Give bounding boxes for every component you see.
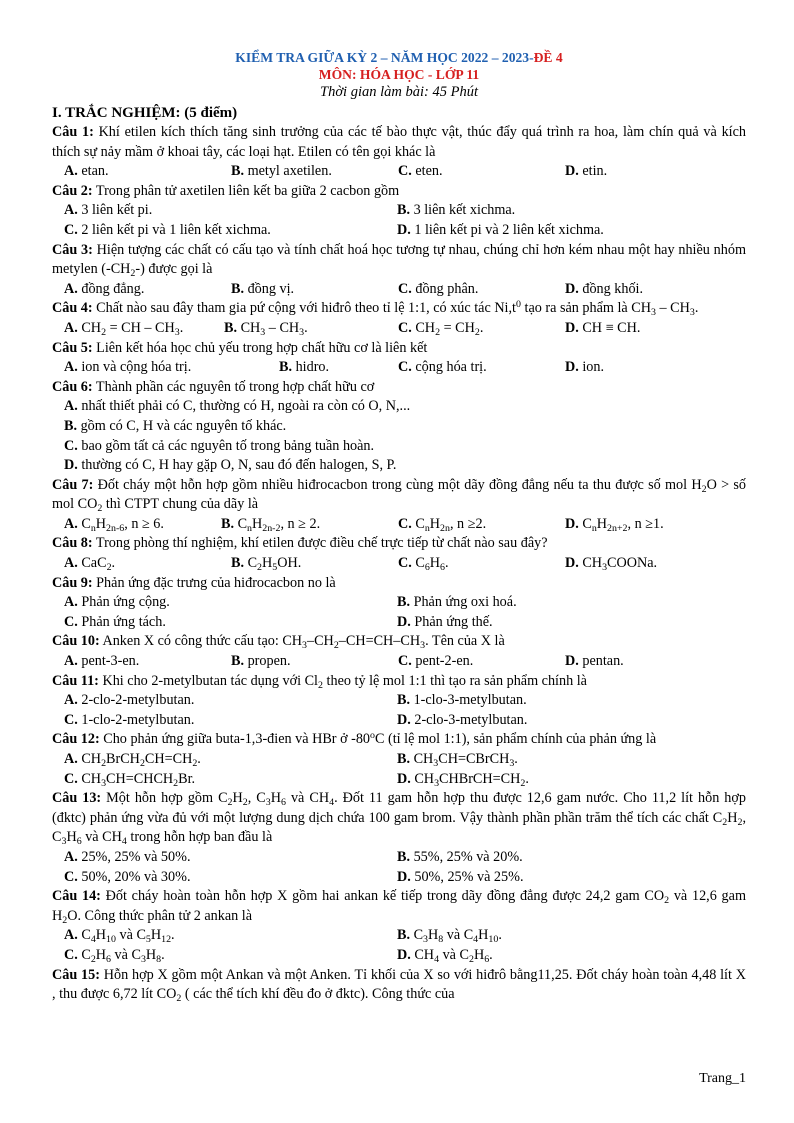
question-text: Trong phòng thí nghiệm, khí etilen được điều chế trực tiếp từ chất nào sau đây? (92, 535, 548, 552)
option-text: đồng đẳng. (81, 280, 145, 297)
question-text: Đốt cháy hoàn toàn hỗn hợp X gồm hai ankan kế tiếp trong dãy đồng đẳng được 24,2 gam $CO_2$ và 12,6 gam $H_2O$. Công thức phân tử 2 ankan là (52, 888, 746, 926)
question-15 (52, 966, 746, 1005)
options-row (52, 848, 746, 868)
option-text: 2-clo-2-metylbutan. (81, 692, 195, 709)
question-8 (52, 534, 746, 554)
option-text: gồm có C, H và các nguyên tố khác. (80, 417, 287, 434)
option-letter: B. (397, 751, 411, 767)
option-letter: B. (397, 692, 411, 709)
option-text: 1-clo-2-metylbutan. (81, 711, 195, 728)
option-a (64, 319, 224, 339)
question-label: Câu 1: (52, 124, 94, 140)
question-text: Thành phần các nguyên tố trong hợp chất hữu cơ (92, 378, 375, 395)
option-letter: A. (64, 555, 78, 572)
option-a (64, 691, 397, 711)
option-letter: D. (565, 163, 579, 180)
option-text: $C_6H_6$. (415, 555, 449, 574)
question-2 (52, 182, 746, 202)
question-label: Câu 10: (52, 633, 100, 650)
options-row (52, 691, 746, 711)
option-text: pent-3-en. (81, 653, 140, 670)
options-row (52, 770, 746, 790)
option-text: $CH_3CH=CBrCH_3$. (413, 751, 518, 769)
options-row (52, 358, 746, 378)
option-letter: A. (64, 751, 78, 767)
question-text: Hỗn hợp X gồm một Ankan và một Anken. Tỉ khối của X so với hiđrô bằng11,25. Đốt cháy hoàn toàn 4,48 lít X , thu được 6,72 lít $CO_2$ ( các thể tích khí đều đo ở đktc). Công thức của (52, 966, 746, 1005)
option-text: Phản ứng tách. (81, 613, 166, 630)
question-10 (52, 632, 746, 652)
option-letter: A. (64, 692, 78, 709)
options-row (52, 946, 746, 966)
option-a (64, 280, 231, 300)
option-text: $C_nH_{2n-2}$, n ≥ 2. (237, 515, 321, 534)
option-b (231, 554, 398, 574)
option-letter: A. (64, 515, 78, 532)
question-label: Câu 12: (52, 731, 100, 748)
option-text: etin. (582, 163, 608, 180)
options-row (52, 554, 746, 574)
option-d (397, 711, 730, 731)
option-c (398, 358, 565, 378)
option-d (565, 554, 732, 574)
option-c (64, 613, 397, 633)
option-d (565, 652, 732, 672)
question-13 (52, 789, 746, 848)
option-letter: B. (231, 653, 245, 670)
option-letter: C. (64, 711, 78, 728)
options-row (52, 711, 746, 731)
option-text: 2 liên kết pi và 1 liên kết xichma. (81, 221, 271, 238)
option-text: 1 liên kết pi và 2 liên kết xichma. (414, 221, 604, 238)
question-text: Khí etilen kích thích tăng sinh trưởng của các tế bào thực vật, thúc đẩy quá trình ra hoa, làm chín quả và kích thích sự nảy mầm ở khoai tây, các loại hạt. Etilen có tên gọi khác là (52, 124, 746, 160)
question-label: Câu 3: (52, 241, 93, 258)
option-letter: A. (64, 848, 78, 865)
question-text: Phản ứng đặc trưng của hiđrocacbon no là (92, 574, 336, 591)
option-text: $CH_3 - CH_3$. (240, 319, 308, 338)
question-7 (52, 476, 746, 515)
option-c (398, 319, 565, 339)
question-label: Câu 2: (52, 182, 93, 199)
question-9 (52, 574, 746, 594)
option-a (64, 750, 397, 770)
option-letter: A. (64, 398, 78, 415)
options-row (52, 613, 746, 633)
exam-page (52, 50, 746, 1005)
option-text: Phản ứng thế. (414, 613, 493, 630)
option-text: $C_nH_{2n-6}$, n ≥ 6. (81, 515, 164, 534)
option-b (279, 358, 398, 378)
question-text: Cho phản ứng giữa buta-1,3-đien và HBr ở -80$^o$C (tỉ lệ mol 1:1), sản phẩm chính của phản ứng là (99, 730, 657, 748)
option-text: 3 liên kết xichma. (413, 202, 516, 219)
exam-title (52, 50, 746, 66)
question-label: Câu 6: (52, 378, 93, 395)
option-a (64, 554, 231, 574)
option-text: pentan. (582, 653, 624, 670)
option-c (64, 711, 397, 731)
option-letter: D. (565, 653, 579, 670)
option-b (397, 848, 730, 868)
option-text: 1-clo-3-metylbutan. (413, 692, 527, 709)
option-letter: B. (397, 848, 411, 865)
option-text: nhất thiết phải có C, thường có H, ngoài ra còn có O, N,... (81, 398, 411, 415)
option-letter: C. (64, 221, 78, 238)
time-line: Thời gian làm bài: 45 Phút (320, 84, 478, 100)
option-text: 2-clo-3-metylbutan. (414, 711, 528, 728)
option-text: etan. (81, 163, 109, 180)
option-text: $CH_2 = CH_2$. (415, 319, 484, 338)
option-letter: B. (231, 163, 245, 180)
option-letter: D. (565, 359, 579, 376)
option-b (221, 515, 398, 535)
option-d (565, 358, 732, 378)
option-text: đồng phân. (415, 280, 479, 297)
option-letter: A. (64, 594, 78, 611)
question-12 (52, 730, 746, 750)
option-text: bao gồm tất cả các nguyên tố trong bảng tuần hoàn. (81, 437, 375, 454)
question-label: Câu 13: (52, 790, 102, 807)
option-letter: D. (397, 221, 411, 238)
options-row (52, 515, 746, 535)
option-c (398, 652, 565, 672)
option-d (397, 221, 730, 241)
option-b (231, 162, 398, 182)
question-text: Trong phân tử axetilen liên kết ba giữa 2 cacbon gồm (92, 182, 400, 199)
options-row (52, 750, 746, 770)
option-letter: B. (279, 359, 293, 376)
option-letter: A. (64, 280, 78, 297)
subject-line: MÔN: HÓA HỌC - LỚP 11 (318, 67, 480, 82)
option-d (397, 946, 730, 966)
option-c (398, 554, 565, 574)
options-row (52, 868, 746, 888)
question-3 (52, 241, 746, 280)
option-text: $CH_2BrCH_2CH=CH_2$. (81, 751, 201, 769)
option-text: ion và cộng hóa trị. (81, 359, 192, 376)
option-text: 3 liên kết pi. (81, 202, 153, 219)
question-label: Câu 7: (52, 476, 94, 493)
option-text: ion. (582, 359, 605, 376)
question-label: Câu 5: (52, 339, 93, 356)
option-text: thường có C, H hay gặp O, N, sau đó đến halogen, S, P. (81, 457, 397, 474)
option-b (397, 201, 730, 221)
title-suffix: ĐỀ 4 (533, 50, 563, 65)
option-b (224, 319, 398, 339)
question-text: Khi cho 2-metylbutan tác dụng với $Cl_2$ theo tỷ lệ mol 1:1 thì tạo ra sản phẩm chính là (98, 672, 587, 691)
page-number: Trang_1 (699, 1071, 746, 1086)
option-letter: B. (397, 202, 411, 219)
options-stack (52, 397, 746, 475)
question-4 (52, 299, 746, 319)
option-letter: C. (64, 868, 78, 885)
option-text: $CH_4$ và $C_2H_6$. (414, 946, 493, 965)
option-text: 25%, 25% và 50%. (81, 848, 191, 865)
option-text: 50%, 20% và 30%. (81, 868, 191, 885)
option-letter: D. (565, 280, 579, 297)
option-letter: B. (224, 319, 238, 336)
question-1 (52, 123, 746, 162)
option-d (565, 515, 732, 535)
option-letter: D. (565, 319, 579, 336)
option-b (397, 691, 730, 711)
options-row (52, 221, 746, 241)
question-label: Câu 9: (52, 574, 93, 591)
options-row (52, 280, 746, 300)
option-text: $CH_2$ = CH – $CH_3$. (81, 319, 184, 338)
question-11 (52, 672, 746, 692)
option-c (64, 221, 397, 241)
option-letter: D. (397, 613, 411, 630)
option-b (64, 417, 746, 437)
option-letter: A. (64, 202, 78, 219)
option-text: 55%, 25% và 20%. (413, 848, 523, 865)
option-text: 50%, 25% và 25%. (414, 868, 524, 885)
option-d (397, 613, 730, 633)
option-text: pent-2-en. (415, 653, 474, 670)
option-text: $CH_3CH=CHCH_2Br$. (81, 770, 196, 789)
option-text: $C_2H_6$ và $C_3H_8$. (81, 946, 165, 965)
question-label: Câu 8: (52, 535, 93, 552)
question-text: Liên kết hóa học chủ yếu trong hợp chất hữu cơ là liên kết (92, 339, 428, 356)
option-text: eten. (415, 163, 443, 180)
option-letter: D. (565, 555, 579, 572)
option-letter: A. (64, 163, 78, 180)
option-c (398, 162, 565, 182)
option-letter: A. (64, 927, 78, 944)
option-letter: B. (64, 417, 78, 434)
option-c (64, 437, 746, 457)
option-letter: D. (397, 946, 411, 963)
option-letter: B. (231, 555, 245, 572)
option-text: metyl axetilen. (247, 163, 332, 180)
option-letter: D. (64, 457, 78, 474)
options-row (52, 319, 746, 339)
option-c (398, 515, 565, 535)
option-text: $C_nH_{2n}$, n ≥2. (415, 515, 487, 534)
options-row (52, 593, 746, 613)
option-b (397, 593, 730, 613)
option-a (64, 515, 221, 535)
option-letter: B. (221, 515, 235, 532)
option-letter: C. (64, 770, 78, 787)
option-letter: D. (397, 770, 411, 787)
option-letter: C. (64, 946, 78, 963)
option-letter: C. (64, 437, 78, 454)
option-letter: C. (398, 653, 412, 670)
option-letter: C. (398, 319, 412, 336)
options-row (52, 162, 746, 182)
option-a (64, 201, 397, 221)
option-text: hidro. (295, 359, 330, 376)
option-letter: A. (64, 319, 78, 336)
option-text: Phản ứng cộng. (81, 594, 170, 611)
title-main: KIỂM TRA GIỮA KỲ 2 – NĂM HỌC 2022 – 2023- (235, 50, 534, 65)
option-b (231, 652, 398, 672)
option-text: Phản ứng oxi hoá. (413, 594, 517, 611)
option-text: CH ≡ CH. (582, 319, 641, 336)
option-text: cộng hóa trị. (415, 359, 487, 376)
question-text: Đốt cháy một hỗn hợp gồm nhiều hiđrocacbon trong cùng một dãy đồng đẳng nếu ta thu được số mol $H_2O$ > số mol $CO_2$ thì CTPT chung của dãy là (52, 476, 746, 515)
question-label: Câu 4: (52, 300, 93, 317)
option-a (64, 358, 279, 378)
option-d (64, 456, 746, 476)
option-text: $C_3H_8$ và $C_4H_{10}$. (413, 927, 502, 946)
question-text: Hiện tượng các chất có cấu tạo và tính chất hoá học tương tự nhau, chúng chỉ hơn kém nhau một hay nhiều nhóm metylen $(-CH_2-)$ được gọi là (52, 241, 746, 280)
options-row (52, 652, 746, 672)
option-d (397, 868, 730, 888)
option-c (64, 946, 397, 966)
question-label: Câu 14: (52, 888, 101, 905)
option-d (397, 770, 730, 790)
option-a (64, 397, 746, 417)
option-text: đồng khối. (582, 280, 644, 297)
option-a (64, 926, 397, 946)
question-text: Anken X có công thức cấu tạo: $CH_3-CH_2-CH=CH-CH_3$. Tên của X là (99, 633, 505, 652)
question-text: Một hỗn hợp gồm $C_2H_2$, $C_3H_6$ và $CH_4$. Đốt 11 gam hỗn hợp thu được 12,6 gam nước. Cho 11,2 lít hỗn hợp (đktc) phản ứng vừa đủ với một lượng dung dịch chứa 100 gam brom. Vậy thành phần phần trăm thể tích các chất $C_2H_2$, $C_3H_6$ và $CH_4$ trong hỗn hợp ban đầu là (52, 790, 746, 848)
option-text: $C_nH_{2n+2}$, n ≥1. (582, 515, 664, 534)
option-d (565, 319, 732, 339)
option-a (64, 652, 231, 672)
option-c (398, 280, 565, 300)
option-text: propen. (247, 653, 291, 670)
option-text: $C_2H_5OH$. (247, 555, 302, 574)
option-d (565, 162, 732, 182)
option-letter: D. (565, 515, 579, 532)
question-label: Câu 11: (52, 672, 99, 689)
option-letter: B. (397, 927, 411, 944)
question-14 (52, 887, 746, 926)
option-b (231, 280, 398, 300)
option-text: $CH_3COONa$. (582, 555, 658, 574)
option-letter: D. (397, 868, 411, 885)
question-6 (52, 378, 746, 398)
option-letter: C. (398, 515, 412, 532)
option-d (565, 280, 732, 300)
section-heading: I. TRẮC NGHIỆM: (5 điểm) (52, 105, 238, 121)
question-text: Chất nào sau đây tham gia pứ cộng với hiđrô theo tỉ lệ 1:1, có xúc tác $Ni,t^0$ tạo ra sản phẩm là $CH_3 - CH_3$. (92, 299, 699, 319)
option-b (397, 926, 730, 946)
option-text: đồng vị. (247, 280, 295, 297)
option-text: $CH_3CHBrCH=CH_2$. (414, 770, 529, 789)
option-letter: B. (397, 594, 411, 611)
options-row (52, 926, 746, 946)
option-letter: B. (231, 280, 245, 297)
option-letter: A. (64, 653, 78, 670)
option-letter: C. (64, 613, 78, 630)
option-text: CaC$_2$. (81, 555, 116, 574)
option-letter: C. (398, 163, 412, 180)
option-a (64, 162, 231, 182)
option-letter: C. (398, 555, 412, 572)
option-a (64, 848, 397, 868)
option-letter: D. (397, 711, 411, 728)
option-letter: C. (398, 280, 412, 297)
option-letter: C. (398, 359, 412, 376)
option-b (397, 750, 730, 770)
question-label: Câu 15: (52, 966, 100, 983)
option-c (64, 770, 397, 790)
option-letter: A. (64, 359, 78, 376)
option-c (64, 868, 397, 888)
question-5 (52, 339, 746, 359)
options-row (52, 201, 746, 221)
option-a (64, 593, 397, 613)
option-text: $C_4H_{10}$ và $C_5H_{12}$. (81, 927, 175, 946)
